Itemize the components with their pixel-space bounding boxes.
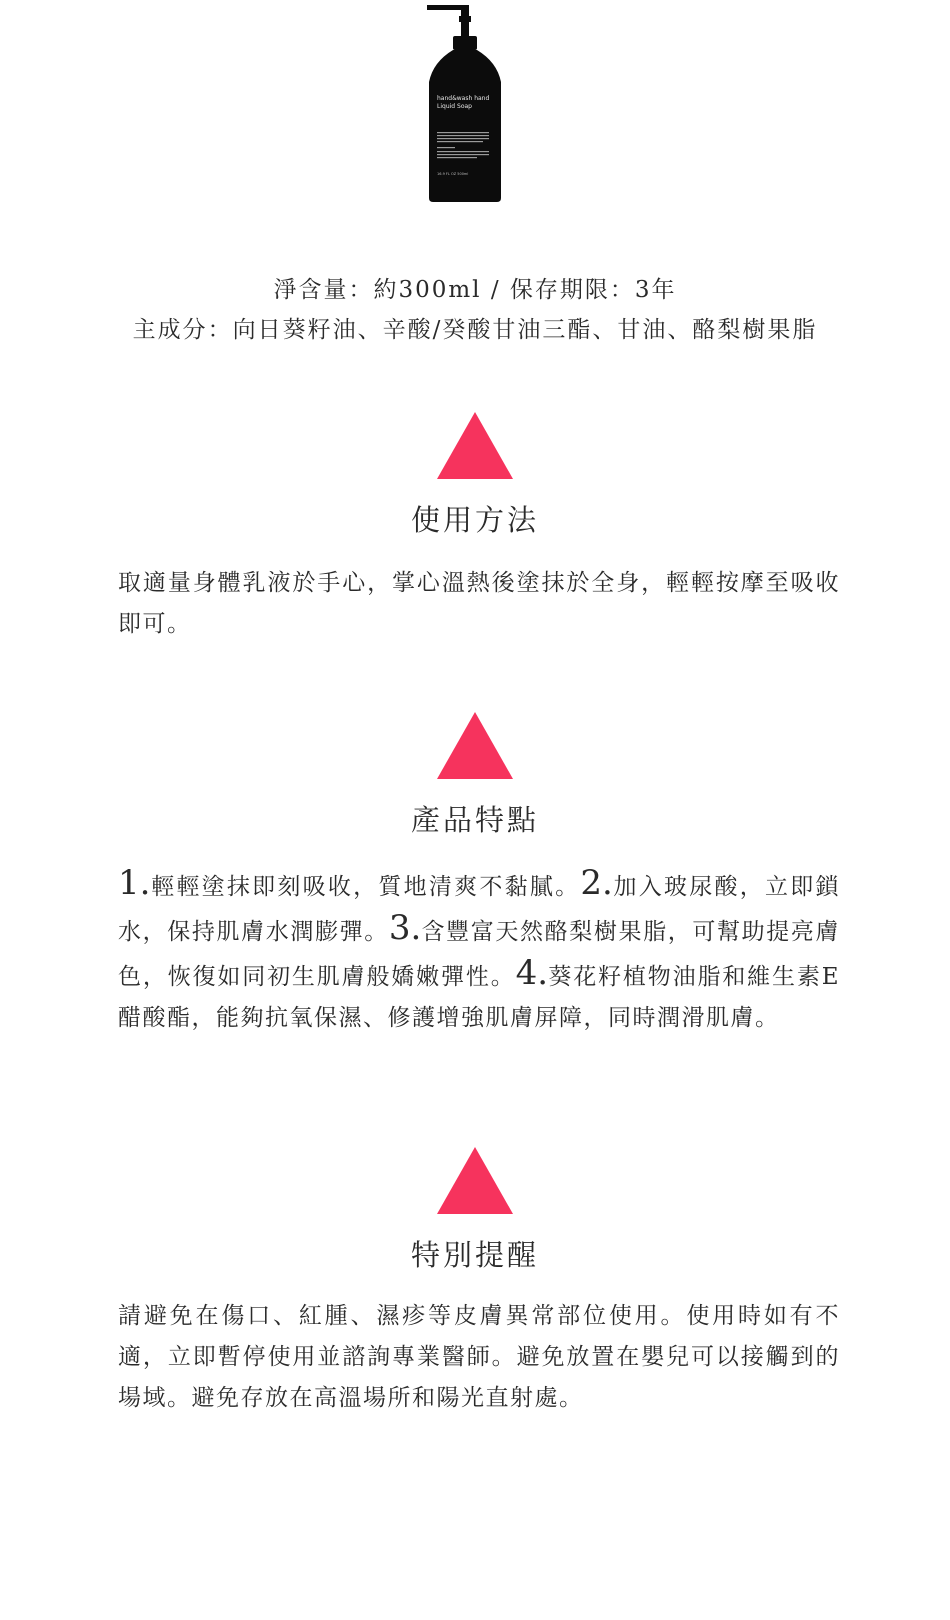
pump-bottle-icon <box>425 0 505 208</box>
product-bottle-image <box>425 0 505 208</box>
bottle-label-name: Liquid Soap <box>437 103 472 110</box>
features-list <box>118 863 840 1039</box>
feature-text: 葵花籽植物油脂和維生素E醋酸酯，能夠抗氧保濕、修護增強肌膚屏障，同時潤滑肌膚。 <box>118 964 840 1031</box>
usage-text: 取適量身體乳液於手心，掌心溫熱後塗抹於全身，輕輕按摩至吸收即可。 <box>118 570 840 637</box>
section-title-notice: 特別提醒 <box>410 1238 539 1272</box>
feature-text: 加入玻尿酸，立即鎖水，保持肌膚水潤膨彈。 <box>118 874 841 945</box>
feature-text: 輕輕塗抹即刻吸收，質地清爽不黏膩。 <box>150 874 581 900</box>
bottle-label-brand: hand&wash hand <box>437 95 490 102</box>
feature-number: 3. <box>388 908 422 948</box>
ingredients-line: 主成分：向日葵籽油、辛酸/癸酸甘油三酯、甘油、酪梨樹果脂 <box>132 317 818 343</box>
triangle-up-icon <box>437 1147 513 1214</box>
spec-line: 淨含量：約300ml / 保存期限：3年 <box>273 277 677 303</box>
feature-number: 2. <box>580 863 613 903</box>
feature-number: 4. <box>515 953 549 993</box>
notice-text: 請避免在傷口、紅腫、濕疹等皮膚異常部位使用。使用時如有不適，立即暫停使用並諮詢專業醫師。避免放置在嬰兒可以接觸到的場域。避免存放在高溫場所和陽光直射處。 <box>118 1303 840 1411</box>
triangle-up-icon <box>437 712 513 779</box>
section-title-features: 產品特點 <box>410 803 539 837</box>
feature-item <box>118 863 581 903</box>
feature-text: 含豐富天然酪梨樹果脂，可幫助提亮膚色，恢復如同初生肌膚般嬌嫩彈性。 <box>118 919 841 990</box>
feature-number: 1. <box>118 863 151 903</box>
triangle-up-icon <box>437 412 513 479</box>
section-title-usage: 使用方法 <box>410 503 539 537</box>
bottle-label-size: 16.9 FL OZ 500ml <box>437 172 469 176</box>
